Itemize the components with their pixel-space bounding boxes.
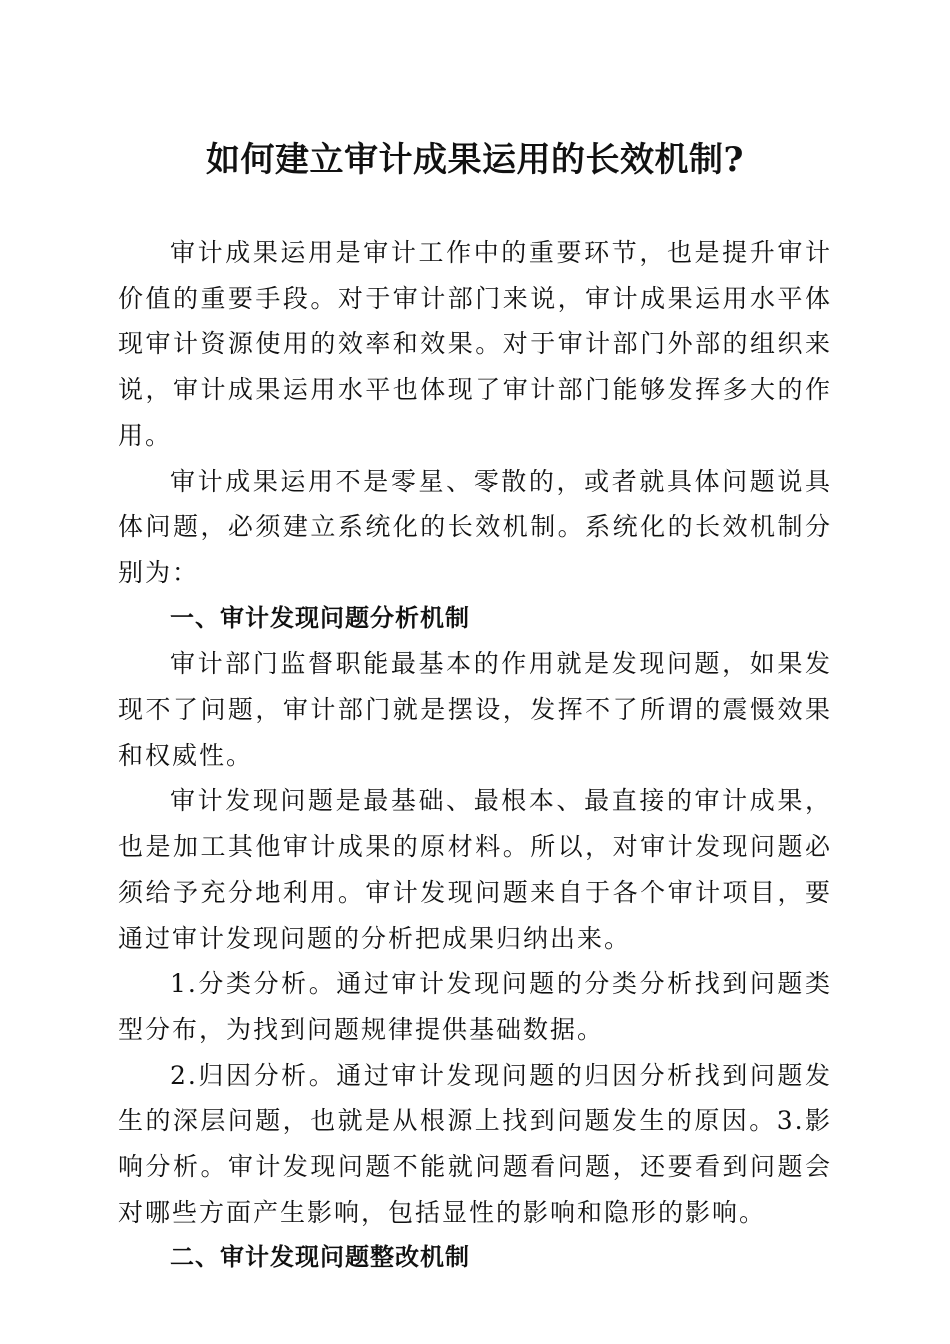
section-heading-2: 二、审计发现问题整改机制	[170, 1243, 470, 1272]
document-title: 如何建立审计成果运用的长效机制?	[206, 140, 744, 180]
section1-paragraph-2: 审计发现问题是最基础、最根本、最直接的审计成果，也是加工其他审计成果的原材料。所以，对审计发现问题必须给予充分地利用。审计发现问题来自于各个审计项目，要通过审计发现问题的分析把成果归纳出来。	[118, 786, 832, 953]
document-body	[118, 230, 832, 1281]
section1-paragraph-1: 审计部门监督职能最基本的作用就是发现问题，如果发现不了问题，审计部门就是摆设，发挥不了所谓的震慑效果和权威性。	[118, 649, 832, 770]
intro-paragraph-1: 审计成果运用是审计工作中的重要环节，也是提升审计价值的重要手段。对于审计部门来说，审计成果运用水平体现审计资源使用的效率和效果。对于审计部门外部的组织来说，审计成果运用水平也体现了审计部门能够发挥多大的作用。	[118, 238, 832, 450]
section1-paragraph-4: 2.归因分析。通过审计发现问题的归因分析找到问题发生的深层问题，也就是从根源上找到问题发生的原因。3.影响分析。审计发现问题不能就问题看问题，还要看到问题会对哪些方面产生影响，包括显性的影响和隐形的影响。	[118, 1060, 832, 1227]
section-heading-1: 一、审计发现问题分析机制	[170, 603, 470, 632]
intro-paragraph-2: 审计成果运用不是零星、零散的，或者就具体问题说具体问题，必须建立系统化的长效机制。系统化的长效机制分别为：	[118, 466, 832, 587]
section1-paragraph-3: 1.分类分析。通过审计发现问题的分类分析找到问题类型分布，为找到问题规律提供基础数据。	[118, 969, 832, 1044]
